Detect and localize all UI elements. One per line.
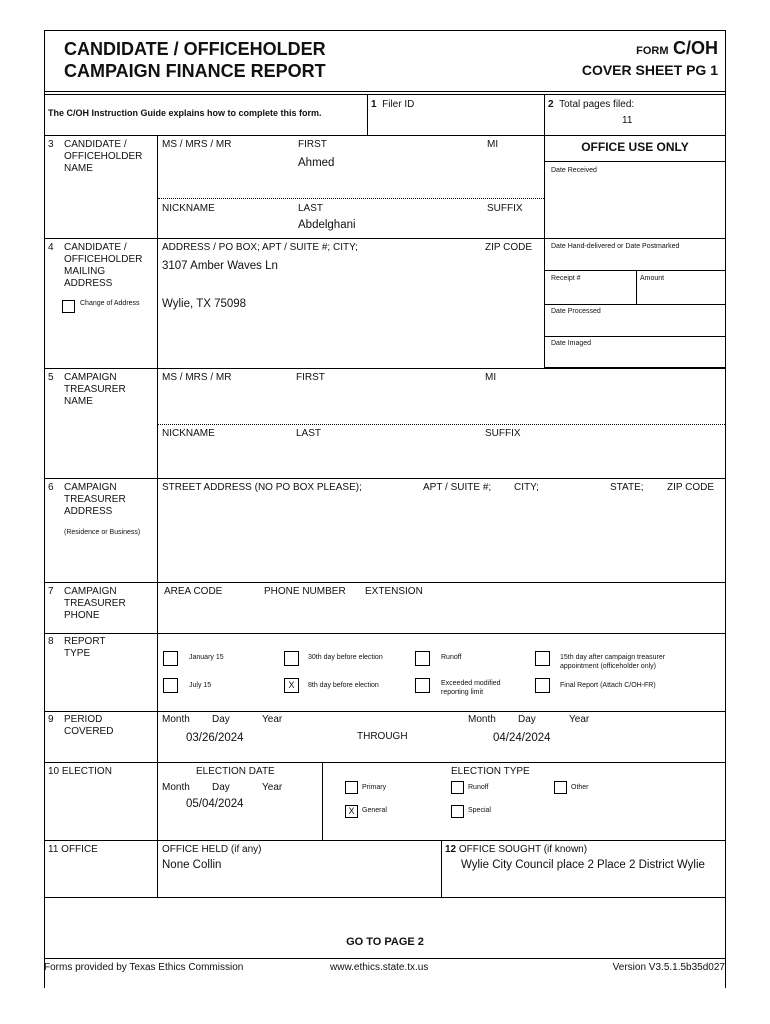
election-type-label: ELECTION TYPE xyxy=(451,766,530,777)
version-label: Version V3.5.1.5b35d027 xyxy=(612,962,725,973)
primary-label: Primary xyxy=(362,784,387,791)
office-sought-value[interactable]: Wylie City Council place 2 Place 2 District Wylie xyxy=(461,859,705,871)
nickname-label: NICKNAME xyxy=(162,203,215,214)
election-date-label: ELECTION DATE xyxy=(196,766,275,777)
suffix-label: SUFFIX xyxy=(487,203,523,214)
from-day-label: Day xyxy=(212,714,230,725)
extension-label: EXTENSION xyxy=(365,586,423,597)
section4-num: 4 xyxy=(48,242,54,253)
office-sought-label: 12 OFFICE SOUGHT (if known) xyxy=(445,844,588,855)
to-year-label: Year xyxy=(569,714,590,725)
form-prefix: FORM xyxy=(636,45,669,57)
date-received-label: Date Received xyxy=(551,167,597,174)
jul15-checkbox[interactable] xyxy=(163,678,178,693)
special-label: Special xyxy=(468,807,491,814)
section3-label: CANDIDATE / OFFICEHOLDER NAME xyxy=(64,139,143,174)
section7-label: CAMPAIGN TREASURER PHONE xyxy=(64,586,126,621)
zip-label: ZIP CODE xyxy=(485,242,533,253)
day30-checkbox[interactable] xyxy=(284,651,299,666)
cover-sheet-label: COVER SHEET PG 1 xyxy=(581,62,718,78)
general-label: General xyxy=(362,807,387,814)
date-processed-label: Date Processed xyxy=(551,308,601,315)
section6-sublabel: (Residence or Business) xyxy=(64,529,141,536)
treasurer-nickname-label: NICKNAME xyxy=(162,428,215,439)
instruction-text: The C/OH Instruction Guide explains how to complete this form. xyxy=(48,108,322,118)
section6-num: 6 xyxy=(48,482,54,493)
date-hand-label: Date Hand-delivered or Date Postmarked xyxy=(551,243,680,250)
treasurer-zip-label: ZIP CODE xyxy=(667,482,715,493)
final-report-label: Final Report (Attach C/OH-FR) xyxy=(560,682,656,689)
day8-label: 8th day before election xyxy=(308,682,379,689)
section10-label: 10 ELECTION xyxy=(48,766,112,777)
section9-num: 9 xyxy=(48,714,54,725)
prefix-label: MS / MRS / MR xyxy=(162,139,232,150)
form-title-line1: CANDIDATE / OFFICEHOLDER xyxy=(64,39,326,59)
provided-by: Forms provided by Texas Ethics Commission xyxy=(44,962,244,973)
form-title-line2: CAMPAIGN FINANCE REPORT xyxy=(64,61,326,81)
apt-label: APT / SUITE #; xyxy=(423,482,492,493)
section9-label: PERIOD COVERED xyxy=(64,714,114,737)
jan15-checkbox[interactable] xyxy=(163,651,178,666)
election-month-label: Month xyxy=(162,782,190,793)
other-checkbox[interactable] xyxy=(554,781,567,794)
runoff-election-label: Runoff xyxy=(468,784,489,791)
final-report-checkbox[interactable] xyxy=(535,678,550,693)
through-label: THROUGH xyxy=(357,731,408,742)
section6-label: CAMPAIGN TREASURER ADDRESS xyxy=(64,482,126,517)
total-pages-value[interactable]: 11 xyxy=(622,115,633,126)
last-name-value[interactable]: Abdelghani xyxy=(298,219,356,231)
day15-label: 15th day after campaign treasurer xyxy=(560,654,666,661)
first-name-label: FIRST xyxy=(298,139,327,150)
total-pages-label: 2 Total pages filed: xyxy=(548,99,635,110)
runoff-report-checkbox[interactable] xyxy=(415,651,430,666)
form-code-value: C/OH xyxy=(673,38,718,58)
day30-label: 30th day before election xyxy=(308,654,383,661)
treasurer-last-label: LAST xyxy=(296,428,322,439)
office-held-label: OFFICE HELD (if any) xyxy=(162,844,262,855)
election-year-label: Year xyxy=(262,782,283,793)
ethics-url[interactable]: www.ethics.state.tx.us xyxy=(330,962,429,973)
special-checkbox[interactable] xyxy=(451,805,464,818)
form-code xyxy=(636,38,718,59)
office-use-title: OFFICE USE ONLY xyxy=(581,140,689,154)
exceeded-label-line2: reporting limit xyxy=(441,689,484,696)
section8-num: 8 xyxy=(48,636,54,647)
treasurer-prefix-label: MS / MRS / MR xyxy=(162,372,232,383)
street-label: STREET ADDRESS (NO PO BOX PLEASE); xyxy=(162,482,362,493)
day8-checkbox[interactable]: X xyxy=(284,678,299,693)
general-checkbox[interactable]: X xyxy=(345,805,358,818)
date-imaged-label: Date Imaged xyxy=(551,340,592,347)
area-code-label: AREA CODE xyxy=(164,586,223,597)
city-label: CITY; xyxy=(514,482,539,493)
day15-checkbox[interactable] xyxy=(535,651,550,666)
change-of-address-checkbox[interactable] xyxy=(62,300,75,313)
filer-id-label: 1 Filer ID xyxy=(371,99,415,110)
runoff-election-checkbox[interactable] xyxy=(451,781,464,794)
exceeded-label: Exceeded modified xyxy=(441,680,501,687)
treasurer-first-label: FIRST xyxy=(296,372,325,383)
election-date-value[interactable]: 05/04/2024 xyxy=(186,798,244,810)
phone-number-label: PHONE NUMBER xyxy=(264,586,346,597)
jul15-label: July 15 xyxy=(189,682,212,689)
address-line2[interactable]: Wylie, TX 75098 xyxy=(162,298,247,310)
state-label: STATE; xyxy=(610,482,644,493)
treasurer-mi-label: MI xyxy=(485,372,497,383)
runoff-report-label: Runoff xyxy=(441,654,462,661)
period-from-value[interactable]: 03/26/2024 xyxy=(186,732,244,744)
receipt-label: Receipt # xyxy=(551,275,581,282)
other-label: Other xyxy=(571,784,589,791)
section11-label: 11 OFFICE xyxy=(48,844,98,855)
to-month-label: Month xyxy=(468,714,496,725)
exceeded-checkbox[interactable] xyxy=(415,678,430,693)
primary-checkbox[interactable] xyxy=(345,781,358,794)
change-of-address-label: Change of Address xyxy=(80,300,140,307)
section8-label: REPORT TYPE xyxy=(64,636,106,659)
office-held-value[interactable]: None Collin xyxy=(162,859,222,871)
address-line1[interactable]: 3107 Amber Waves Ln xyxy=(162,260,278,272)
go-to-page-label: GO TO PAGE 2 xyxy=(346,936,424,948)
first-name-value[interactable]: Ahmed xyxy=(298,157,335,169)
from-year-label: Year xyxy=(262,714,283,725)
section4-label: CANDIDATE / OFFICEHOLDER MAILING ADDRESS xyxy=(64,242,143,289)
section7-num: 7 xyxy=(48,586,54,597)
amount-label: Amount xyxy=(640,275,665,282)
section5-label: CAMPAIGN TREASURER NAME xyxy=(64,372,126,407)
election-day-label: Day xyxy=(212,782,230,793)
section5-num: 5 xyxy=(48,372,54,383)
section3-num: 3 xyxy=(48,139,54,150)
from-month-label: Month xyxy=(162,714,190,725)
mi-label: MI xyxy=(487,139,499,150)
last-name-label: LAST xyxy=(298,203,324,214)
day15-label-line2: appointment (officeholder only) xyxy=(560,663,656,670)
to-day-label: Day xyxy=(518,714,536,725)
jan15-label: January 15 xyxy=(189,654,224,661)
period-to-value[interactable]: 04/24/2024 xyxy=(493,732,551,744)
address-label: ADDRESS / PO BOX; APT / SUITE #; CITY; xyxy=(162,242,358,253)
treasurer-suffix-label: SUFFIX xyxy=(485,428,521,439)
